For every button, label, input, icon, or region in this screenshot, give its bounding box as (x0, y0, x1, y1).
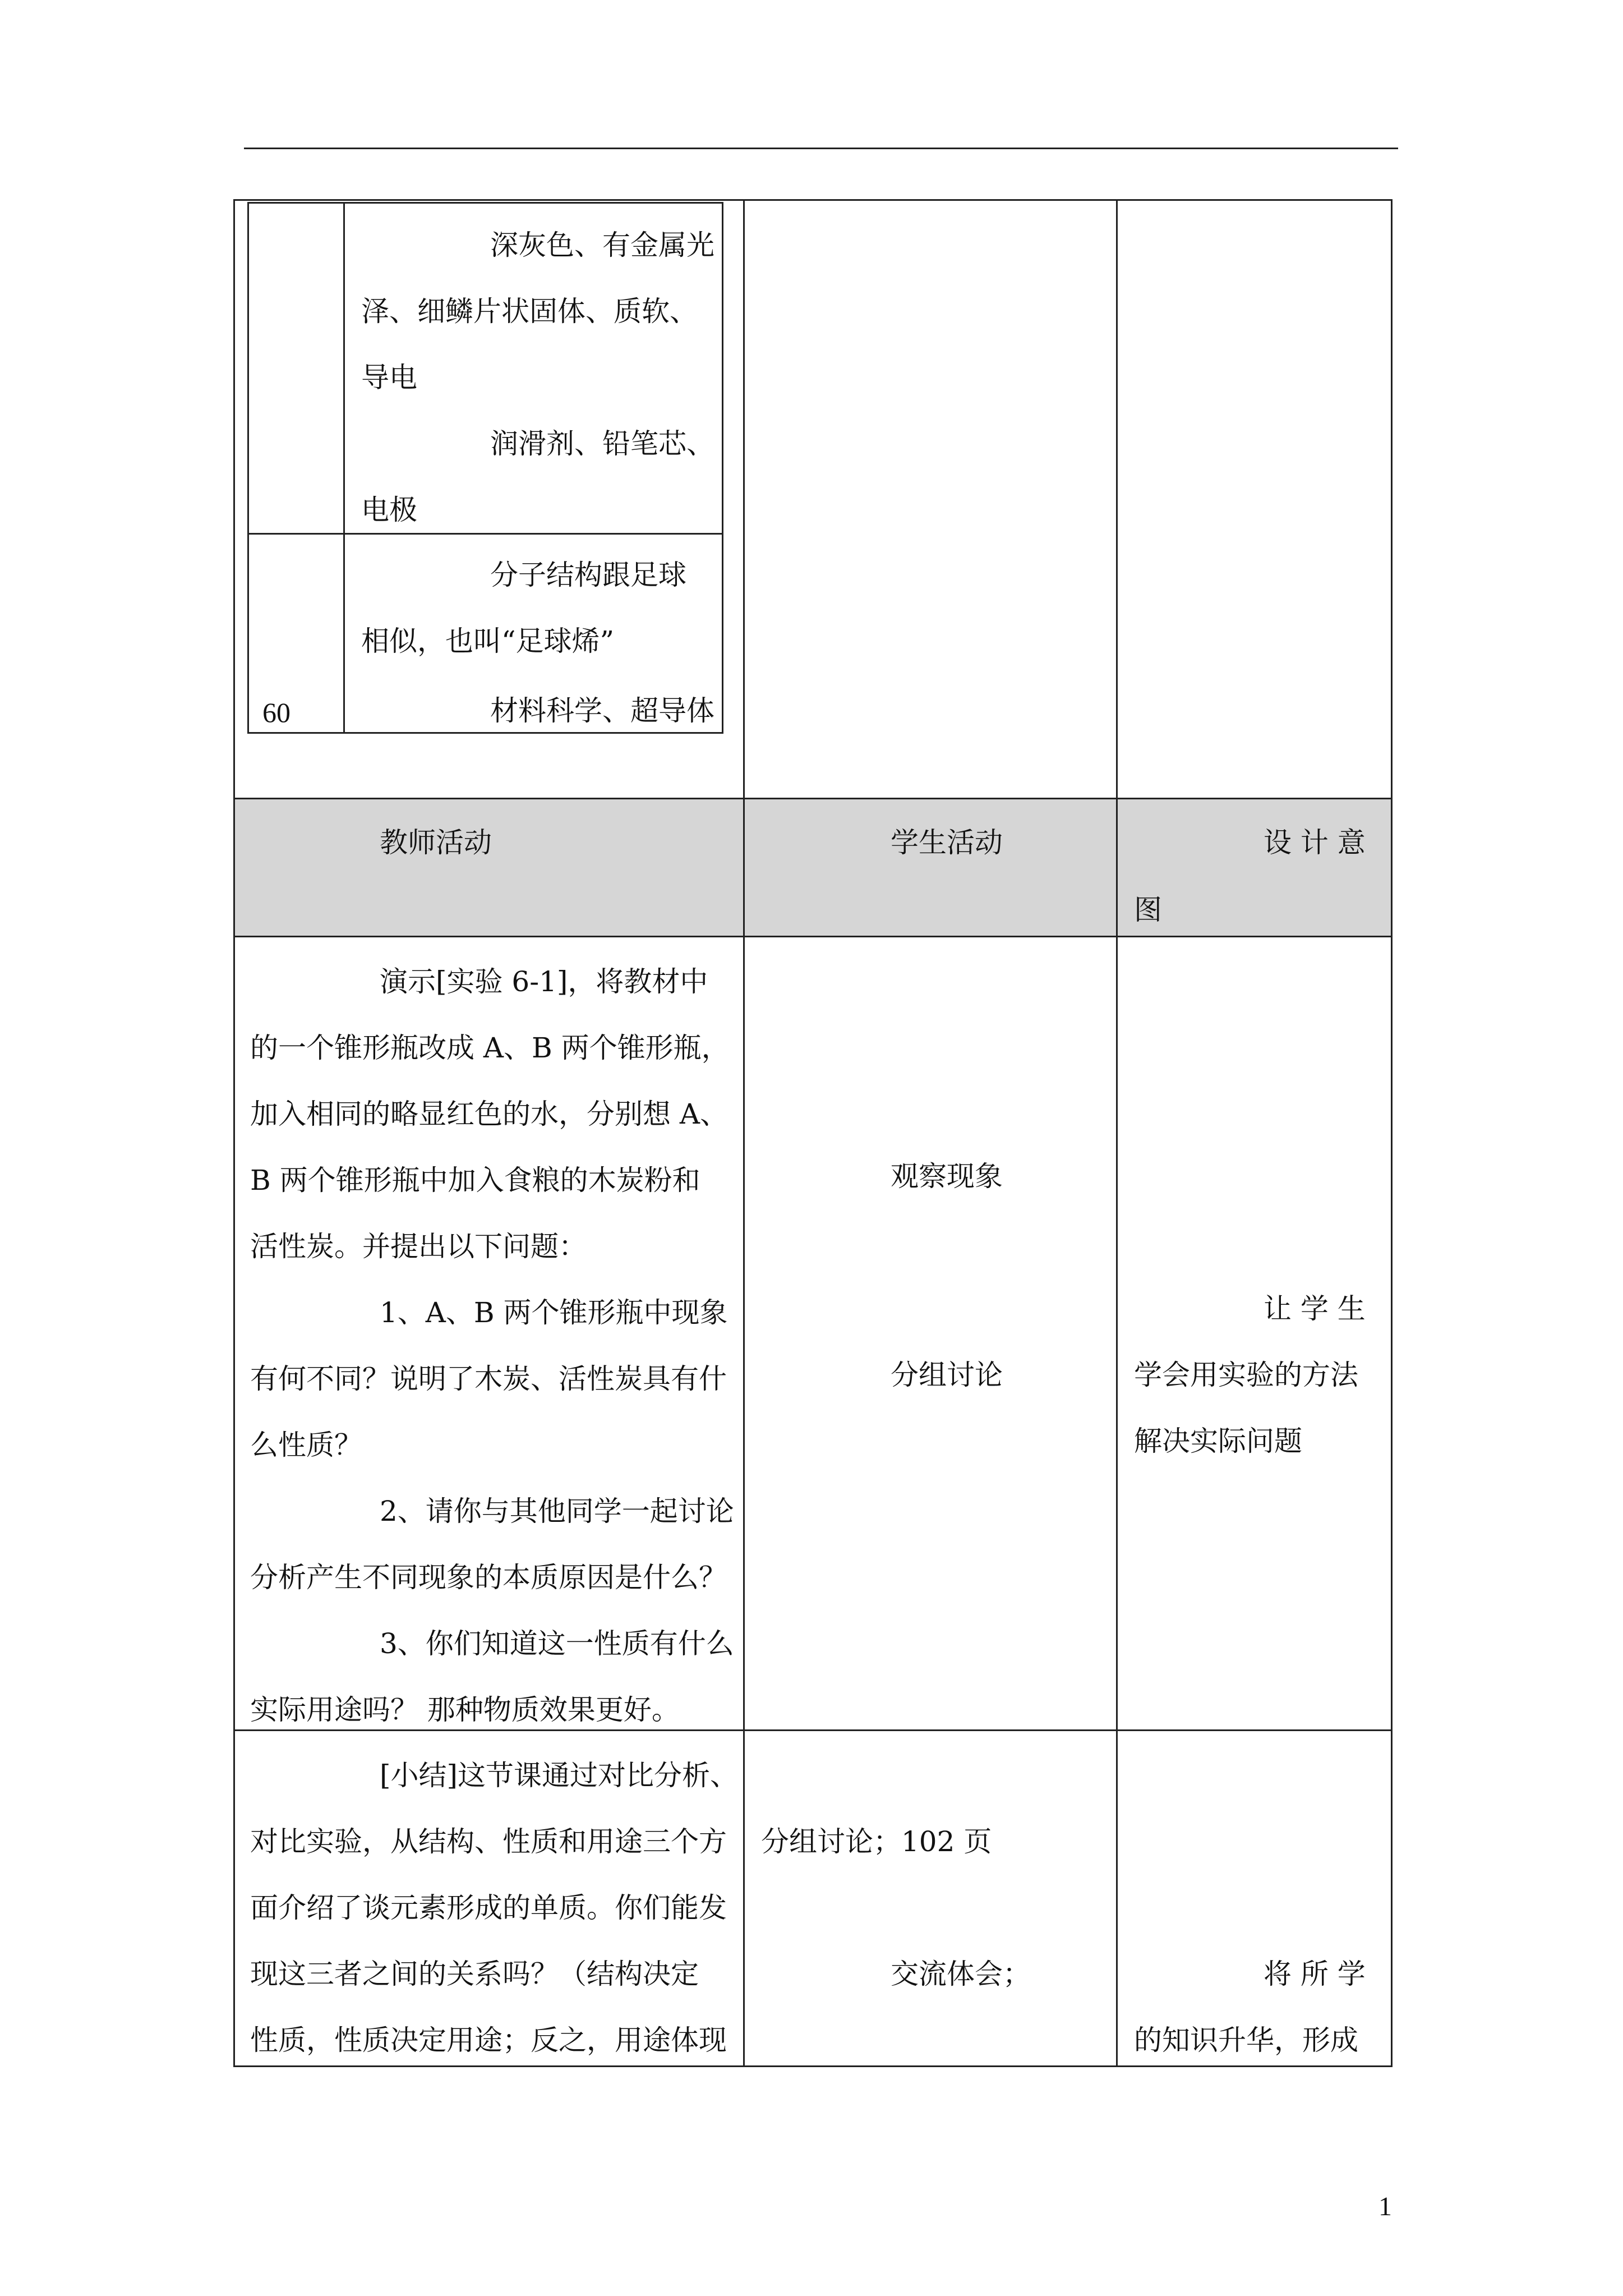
nested-border-bottom (247, 732, 723, 734)
header-teacher-activity: 教师活动 (380, 826, 492, 859)
design-text-line: 解决实际问题 (1134, 1425, 1302, 1457)
table-divider-1 (743, 199, 745, 2067)
student-text-line: 分组讨论；102 页 (761, 1825, 992, 1858)
design-text-line: 的知识升华，形成 (1134, 2024, 1358, 2056)
nested-row1-line: 润滑剂、铅笔芯、 (490, 427, 714, 460)
teacher-text-line: 对比实验，从结构、性质和用途三个方 (250, 1825, 727, 1858)
nested-row1-line: 深灰色、有金属光 (490, 229, 714, 261)
nested-row2-line: 分子结构跟足球 (490, 559, 686, 591)
teacher-text-line: 分析产生不同现象的本质原因是什么？ (250, 1561, 727, 1594)
table-border-bottom (233, 2065, 1393, 2067)
teacher-text-line: 演示[实验 6-1]，将教材中 (380, 965, 708, 998)
table-divider-2 (1116, 199, 1118, 2067)
design-text-line: 学会用实验的方法 (1134, 1359, 1358, 1391)
teacher-text-line: 实际用途吗？ 那种物质效果更好。 (250, 1694, 680, 1726)
nested-row2-line: 材料科学、超导体 (490, 694, 714, 727)
teacher-text-line: 3、你们知道这一性质有什么 (380, 1627, 734, 1660)
table-border-right (1391, 199, 1393, 2067)
nested-row2-label: 60 (262, 697, 291, 728)
teacher-text-line: 有何不同？说明了木炭、活性炭具有什 (250, 1363, 727, 1395)
table-border-top (233, 199, 1393, 201)
teacher-text-line: 的一个锥形瓶改成 A、B 两个锥形瓶， (250, 1032, 730, 1064)
teacher-text-line: 活性炭。并提出以下问题： (250, 1230, 587, 1263)
table-line-row-summary (233, 1729, 1393, 1731)
nested-divider (343, 202, 345, 733)
nested-row1-line: 导电 (361, 361, 417, 394)
teacher-text-line: 1、A、B 两个锥形瓶中现象 (380, 1296, 728, 1329)
header-design-intent: 设 计 意 (1264, 826, 1366, 859)
nested-row2-line: 相似，也叫“足球烯” (361, 625, 615, 657)
header-student-activity: 学生活动 (891, 826, 1003, 859)
teacher-text-line: 2、请你与其他同学一起讨论 (380, 1495, 734, 1527)
nested-row-divider (247, 533, 723, 535)
teacher-text-line: 加入相同的略显红色的水，分别想 A、 (250, 1098, 728, 1130)
table-border-left (233, 199, 235, 2067)
teacher-text-line: [小结]这节课通过对比分析、 (380, 1759, 739, 1792)
teacher-text-line: 面介绍了谈元素形成的单质。你们能发 (250, 1892, 727, 1924)
student-text-line: 交流体会； (891, 1958, 1031, 1990)
teacher-text-line: 现这三者之间的关系吗？（结构决定 (250, 1958, 699, 1990)
design-text-line: 将 所 学 (1264, 1958, 1366, 1990)
header-row-background (234, 799, 1392, 936)
student-text-line: 分组讨论 (891, 1359, 1003, 1391)
design-text-line: 让 学 生 (1264, 1292, 1366, 1325)
page-number: 1 (1378, 2192, 1392, 2221)
nested-border-right (722, 202, 723, 733)
table-line-header-bottom (233, 936, 1393, 937)
nested-row1-line: 电极 (361, 494, 417, 526)
student-text-line: 观察现象 (891, 1160, 1003, 1193)
teacher-text-line: 性质，性质决定用途；反之，用途体现 (250, 2024, 727, 2056)
nested-border-top (247, 202, 723, 204)
teacher-text-line: 么性质？ (250, 1429, 362, 1461)
teacher-text-line: B 两个锥形瓶中加入食粮的木炭粉和 (250, 1164, 700, 1197)
header-design-intent-cont: 图 (1134, 894, 1162, 926)
header-rule (244, 148, 1398, 149)
table-line-header-top (233, 798, 1393, 799)
nested-row1-line: 泽、细鳞片状固体、质软、 (361, 295, 698, 328)
nested-border-left (247, 202, 249, 733)
